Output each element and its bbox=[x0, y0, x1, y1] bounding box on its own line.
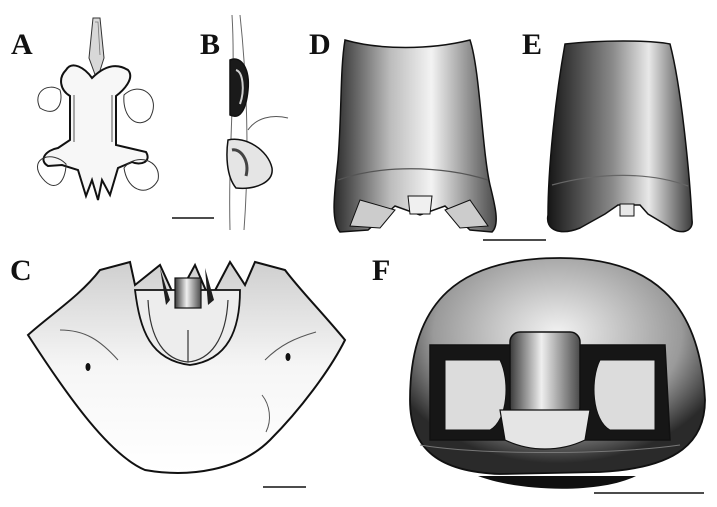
panel-c-drawing bbox=[28, 262, 345, 487]
panel-a-drawing bbox=[37, 18, 214, 218]
panel-label-f: F bbox=[372, 254, 391, 287]
panel-label-a: A bbox=[11, 28, 33, 61]
panel-e-drawing bbox=[548, 41, 693, 232]
panel-b-drawing bbox=[227, 15, 288, 230]
panel-d-drawing bbox=[334, 40, 546, 240]
panel-label-e: E bbox=[522, 28, 543, 61]
panel-label-b: B bbox=[200, 28, 221, 61]
panel-label-c: C bbox=[10, 254, 32, 287]
panel-label-d: D bbox=[309, 28, 331, 61]
panel-f-drawing bbox=[410, 258, 705, 493]
